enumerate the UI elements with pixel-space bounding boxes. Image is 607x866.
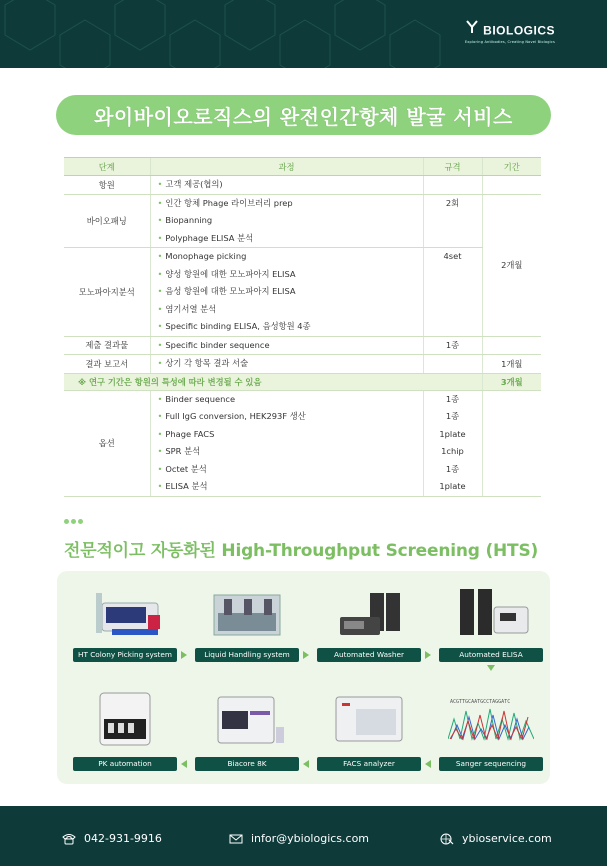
spec-cell: 4set [423, 248, 482, 337]
list-item: • SPR 분석 [157, 446, 201, 456]
footer-phone [62, 832, 162, 845]
stage-cell: 모노파아지분석 [64, 248, 150, 337]
table-row-monophage [64, 248, 541, 337]
step-label-biacore: Biacore 8K [195, 757, 299, 771]
list-item: • Binder sequence [157, 393, 236, 404]
list-item: • Full IgG conversion, HEK293F 생산 [157, 411, 306, 421]
step-label-facs: FACS analyzer [317, 757, 421, 771]
step-label-pk-automation: PK automation [73, 757, 177, 771]
period-cell [482, 390, 541, 496]
list-item: • Specific binder sequence [157, 339, 270, 350]
process-cell [150, 194, 423, 248]
page-header [0, 0, 607, 68]
period-cell [482, 176, 541, 195]
phone-number[interactable]: 042-931-9916 [84, 832, 162, 845]
envelope-icon [229, 833, 243, 845]
step-label-liquid-handling: Liquid Handling system [195, 648, 299, 662]
note-period: 3개월 [482, 373, 541, 390]
list-item: • Monophage picking [157, 251, 247, 261]
stage-cell: 바이오패닝 [64, 194, 150, 248]
phone-icon [62, 833, 76, 845]
period-cell: 1개월 [482, 355, 541, 374]
email-link[interactable]: infor@ybiologics.com [251, 832, 370, 845]
brand-name: BIOLOGICS [483, 23, 555, 38]
process-cell [150, 176, 423, 195]
list-item: • Octet 분석 [157, 463, 207, 474]
washer-image [314, 585, 424, 649]
list-item: • 인간 항체 Phage 라이브러리 prep [157, 197, 293, 208]
spec-cell: 1종 [423, 336, 482, 355]
elisa-reader-image [436, 585, 546, 649]
sanger-chromatogram-image [436, 689, 546, 753]
brand-tagline: Exploring Antibodies, Creating Novel Biologics [464, 40, 555, 44]
section-dots [64, 519, 83, 524]
step-label-sanger: Sanger sequencing [439, 757, 543, 771]
step-label-washer: Automated Washer [317, 648, 421, 662]
hts-workflow-panel [57, 571, 550, 784]
service-table [64, 157, 541, 497]
pk-automation-image [70, 689, 180, 753]
list-item: • ELISA 분석 [157, 481, 208, 491]
table-row-deliverable [64, 336, 541, 355]
spec-cell [423, 176, 482, 195]
globe-pointer-icon [440, 833, 454, 845]
colony-picker-image [70, 585, 180, 649]
spec-cell [423, 355, 482, 374]
table-row-biopanning [64, 194, 541, 248]
note-text: ※ 연구 기간은 항원의 특성에 따라 변경될 수 있음 [64, 373, 482, 390]
process-cell [150, 336, 423, 355]
arrow-left-icon [181, 760, 187, 768]
header-spec: 규격 [423, 158, 482, 176]
stage-cell: 옵션 [64, 390, 150, 496]
step-label-colony-picking: HT Colony Picking system [73, 648, 177, 662]
table-header-row [64, 158, 541, 176]
spec-cell: 2회 [423, 194, 482, 248]
stage-cell: 결과 보고서 [64, 355, 150, 374]
page-footer [0, 806, 607, 866]
header-stage: 단계 [64, 158, 150, 176]
table-row-report [64, 355, 541, 374]
period-cell [482, 336, 541, 355]
list-item: • Phage FACS [157, 428, 215, 439]
svg-text:ACGTTGCAATGCCTAGGATC: ACGTTGCAATGCCTAGGATC [450, 699, 511, 705]
list-item: • 상기 각 항목 결과 서술 [157, 358, 249, 368]
hts-section-title: 전문적이고 자동화된 High-Throughput Screening (HTS) [64, 541, 539, 561]
page-title-banner [56, 95, 551, 135]
step-label-elisa: Automated ELISA [439, 648, 543, 662]
table-row-antigen [64, 176, 541, 195]
list-item: • Biopanning [157, 215, 213, 225]
page-title: 와이바이오로직스의 완전인간항체 발굴 서비스 [94, 104, 513, 129]
list-item: • 음성 항원에 대한 모노파아지 ELISA [157, 286, 296, 296]
arrow-right-icon [303, 651, 309, 659]
liquid-handler-image [192, 585, 302, 649]
arrow-left-icon [303, 760, 309, 768]
biacore-image [192, 689, 302, 753]
website-link[interactable]: ybioservice.com [462, 832, 552, 845]
process-cell [150, 248, 423, 337]
process-cell [150, 390, 423, 496]
stage-cell: 항원 [64, 176, 150, 195]
arrow-right-icon [425, 651, 431, 659]
list-item: • 염기서열 분석 [157, 303, 217, 314]
header-process: 과정 [150, 158, 423, 176]
process-cell [150, 355, 423, 374]
list-item: • 양성 항원에 대한 모노파아지 ELISA [157, 268, 296, 279]
footer-website [440, 832, 552, 845]
table-note-row [64, 373, 541, 390]
arrow-right-icon [181, 651, 187, 659]
arrow-left-icon [425, 760, 431, 768]
list-item: • Polyphage ELISA 분석 [157, 232, 254, 243]
facs-analyzer-image [314, 689, 424, 753]
header-period: 기간 [482, 158, 541, 176]
list-item: • Specific binding ELISA, 음성항원 4종 [157, 321, 311, 331]
ybiologics-logo [465, 20, 555, 44]
table-row-option [64, 390, 541, 496]
period-cell: 2개월 [482, 194, 541, 336]
arrow-down-icon [487, 665, 495, 671]
footer-email [229, 832, 369, 845]
spec-cell: 1종 1종 1plate 1chip 1종 1plate [423, 390, 482, 496]
stage-cell: 제출 결과물 [64, 336, 150, 355]
list-item: • 고객 제공(협의) [157, 179, 223, 189]
